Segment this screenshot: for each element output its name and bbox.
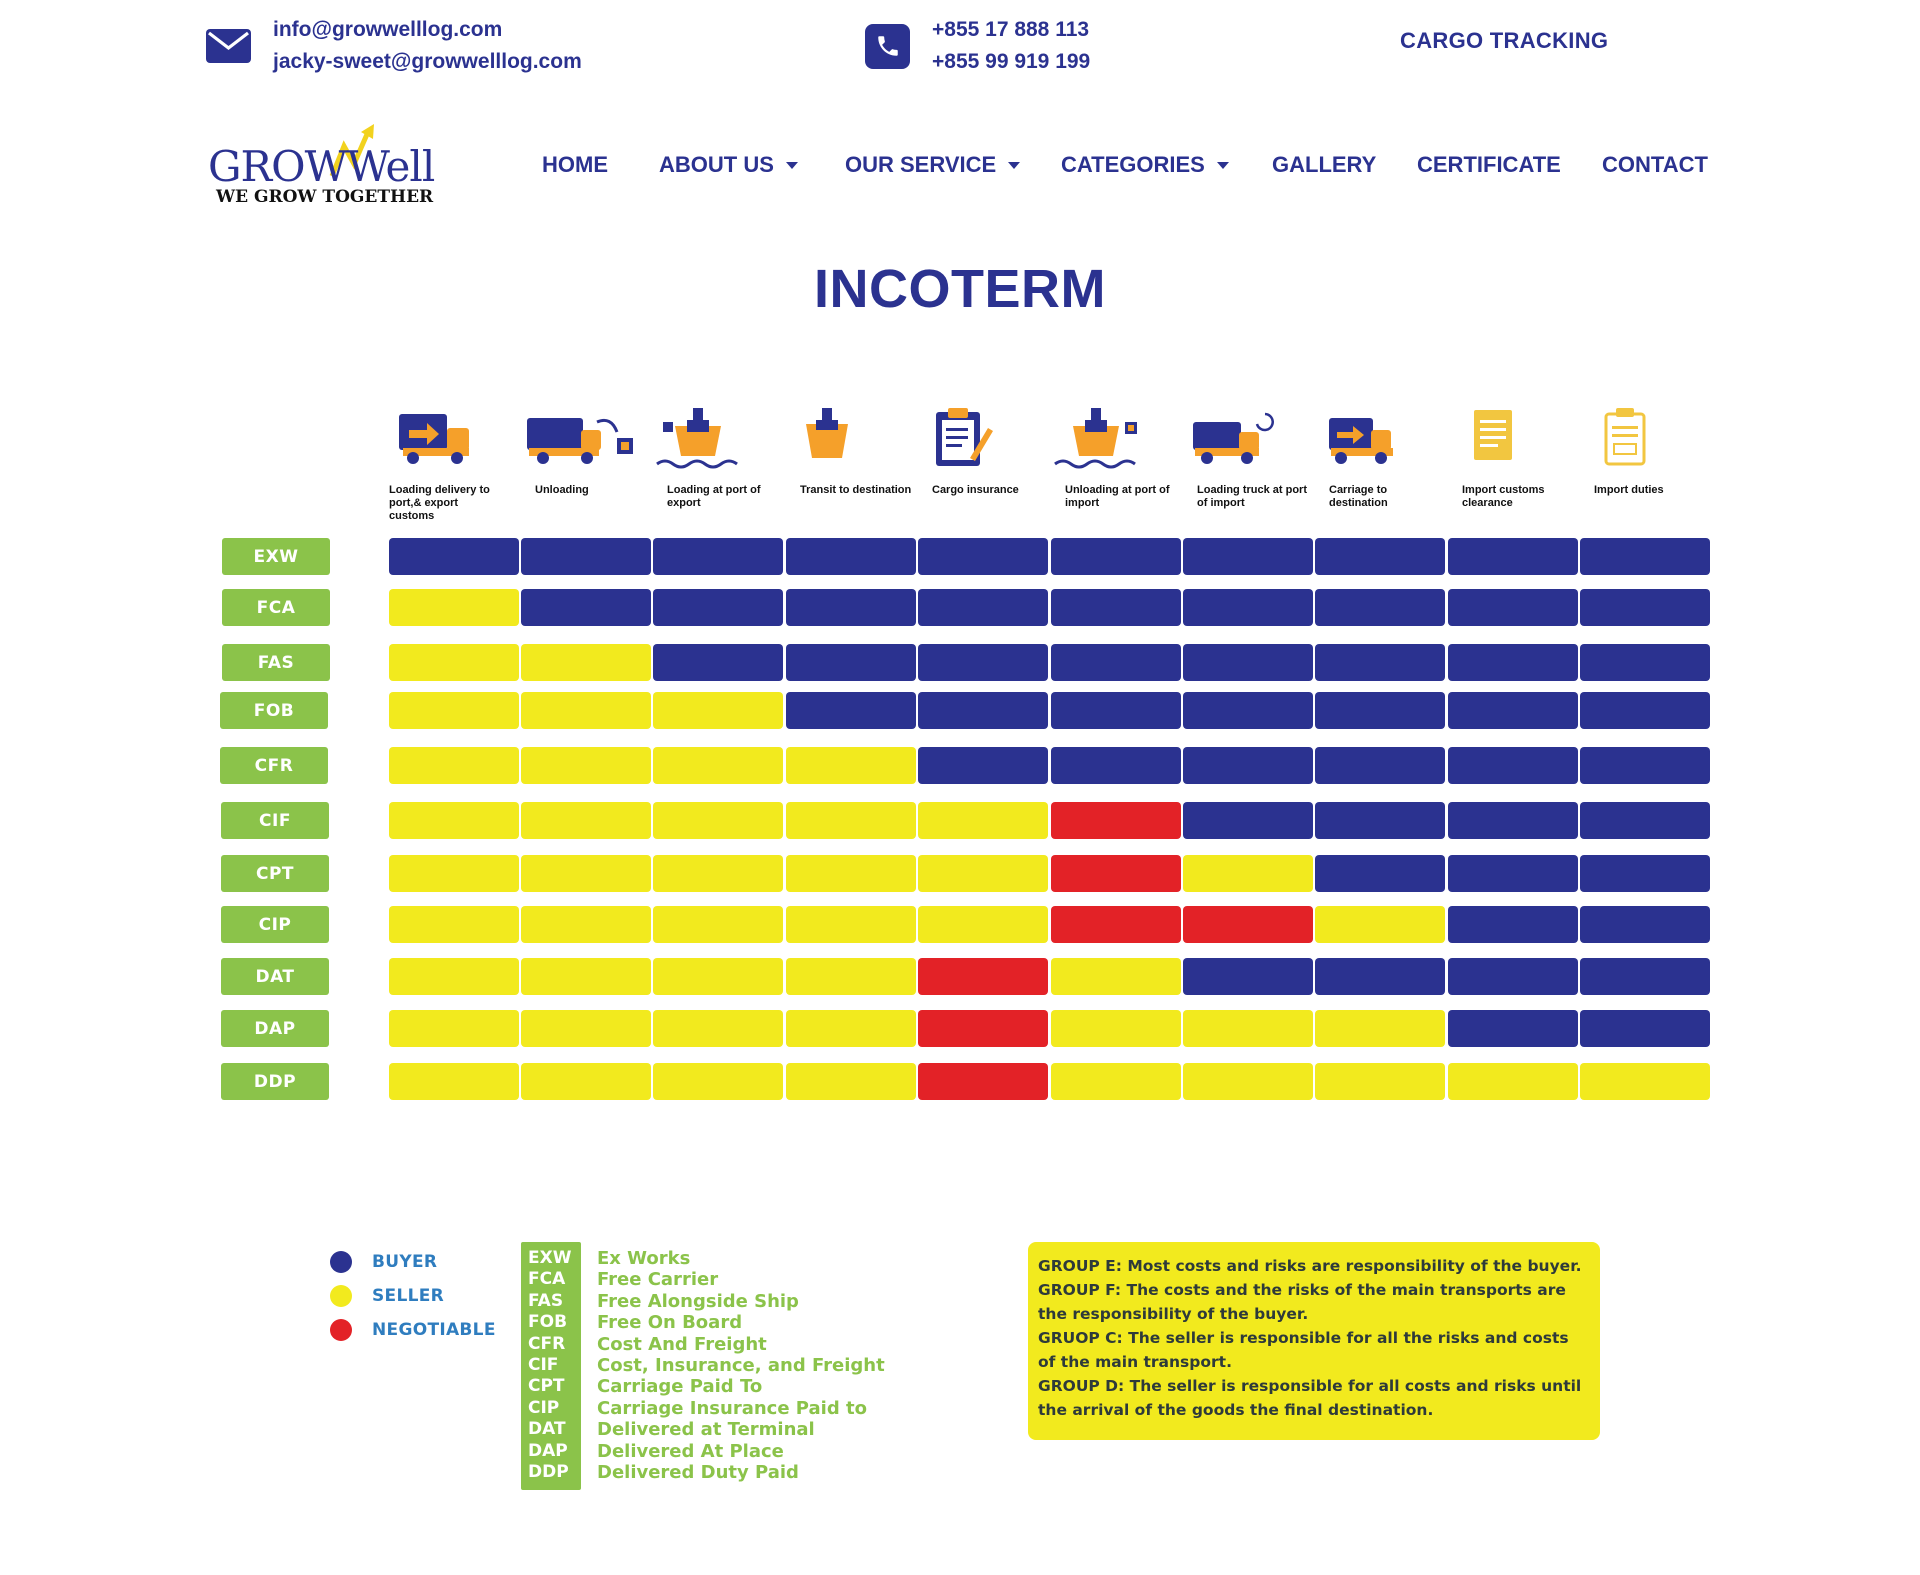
page-title: INCOTERM [814, 259, 1106, 319]
abbreviation-code: FAS [528, 1290, 564, 1311]
abbreviation-code: DAP [528, 1440, 568, 1461]
cell-dap-6-seller [1051, 1010, 1181, 1047]
nav-gallery[interactable]: GALLERY [1272, 152, 1377, 177]
truck-unload-icon [521, 408, 649, 480]
cell-dat-1-seller [389, 958, 519, 995]
chevron-down-icon [1217, 162, 1229, 169]
tax-document-icon [1580, 408, 1708, 480]
abbreviation-code: DDP [528, 1462, 569, 1482]
cell-cfr-8-buyer [1315, 747, 1445, 784]
legend-label: NEGOTIABLE [372, 1320, 496, 1340]
cell-exw-3-buyer [653, 538, 783, 575]
cell-fas-4-buyer [786, 644, 916, 681]
cell-dat-8-buyer [1315, 958, 1445, 995]
row-label-cip: CIP [221, 906, 329, 943]
column-label: Cargo insurance [932, 484, 1019, 496]
cell-dap-3-seller [653, 1010, 783, 1047]
cell-ddp-6-seller [1051, 1063, 1181, 1100]
cell-cfr-10-buyer [1580, 747, 1710, 784]
abbreviation-code: FOB [528, 1312, 568, 1333]
cell-cip-7-negotiable [1183, 906, 1313, 943]
abbreviation-meaning: Delivered Duty Paid [597, 1462, 799, 1483]
abbreviation-meaning: Carriage Paid To [597, 1376, 763, 1398]
column-label: Transit to destination [800, 484, 912, 496]
cell-cip-10-buyer [1580, 906, 1710, 943]
cell-cip-4-seller [786, 906, 916, 943]
abbreviation-code: DAT [528, 1419, 566, 1440]
row-label-exw: EXW [222, 538, 330, 575]
abbreviation-code: CIP [528, 1397, 560, 1418]
abbreviation-code: EXW [528, 1248, 572, 1268]
cell-fca-6-buyer [1051, 589, 1181, 626]
abbreviation-meaning: Delivered at Terminal [597, 1419, 815, 1441]
cell-fca-1-seller [389, 589, 519, 626]
cell-cpt-7-seller [1183, 855, 1313, 892]
cell-exw-8-buyer [1315, 538, 1445, 575]
abbreviation-meaning: Free On Board [597, 1312, 743, 1334]
nav-our-service[interactable]: OUR SERVICE [845, 152, 1020, 178]
abbreviation-meaning: Free Alongside Ship [597, 1290, 799, 1312]
row-label-fas: FAS [222, 644, 330, 681]
cell-cpt-6-negotiable [1051, 855, 1181, 892]
legend-label: SELLER [372, 1286, 445, 1306]
cell-fca-4-buyer [786, 589, 916, 626]
cell-cfr-6-buyer [1051, 747, 1181, 784]
column-label: Loading delivery to port,& export customs [389, 484, 490, 522]
nav-certificate[interactable]: CERTIFICATE [1417, 152, 1561, 177]
abbreviation-meaning: Cost, Insurance, and Freight [597, 1355, 885, 1376]
ship-loading-icon [653, 408, 781, 480]
legend-item-seller [330, 1285, 444, 1307]
top-bar [0, 0, 1920, 95]
cell-fca-10-buyer [1580, 589, 1710, 626]
cell-exw-9-buyer [1448, 538, 1578, 575]
cell-fob-4-buyer [786, 692, 916, 729]
clipboard-icon [918, 408, 1046, 480]
abbreviation-meaning: Cost And Freight [597, 1333, 767, 1355]
row-label-fob: FOB [220, 692, 328, 729]
cell-dap-8-seller [1315, 1010, 1445, 1047]
cell-fob-3-seller [653, 692, 783, 729]
cell-cpt-1-seller [389, 855, 519, 892]
cell-cip-2-seller [521, 906, 651, 943]
cell-cif-1-seller [389, 802, 519, 839]
cell-dat-6-seller [1051, 958, 1181, 995]
cell-dat-7-buyer [1183, 958, 1313, 995]
phone-icon [865, 24, 910, 69]
cell-cpt-8-buyer [1315, 855, 1445, 892]
cell-fca-3-buyer [653, 589, 783, 626]
cell-ddp-8-seller [1315, 1063, 1445, 1100]
cell-dap-4-seller [786, 1010, 916, 1047]
chevron-down-icon [786, 162, 798, 169]
cell-fas-5-buyer [918, 644, 1048, 681]
cell-dat-5-negotiable [918, 958, 1048, 995]
ship-unloading-icon [1051, 408, 1179, 480]
cell-fob-2-seller [521, 692, 651, 729]
legend-label: BUYER [372, 1252, 438, 1272]
abbreviation-code: FCA [528, 1269, 566, 1290]
abbreviation-meaning: Delivered At Place [597, 1440, 784, 1462]
cell-dat-9-buyer [1448, 958, 1578, 995]
cell-fob-8-buyer [1315, 692, 1445, 729]
cell-cpt-3-seller [653, 855, 783, 892]
cell-cfr-5-buyer [918, 747, 1048, 784]
document-icon [1448, 408, 1576, 480]
phone-link-1[interactable]: +855 17 888 113 [932, 18, 1090, 41]
cell-cpt-2-seller [521, 855, 651, 892]
cell-cif-3-seller [653, 802, 783, 839]
cargo-tracking-link[interactable]: CARGO TRACKING [1400, 28, 1609, 53]
cell-cif-9-buyer [1448, 802, 1578, 839]
cell-fca-2-buyer [521, 589, 651, 626]
cell-cfr-4-seller [786, 747, 916, 784]
cell-fca-5-buyer [918, 589, 1048, 626]
cell-exw-4-buyer [786, 538, 916, 575]
email-contact [206, 14, 582, 78]
column-label: Import customs clearance [1462, 484, 1545, 509]
row-label-dat: DAT [221, 958, 329, 995]
cell-dap-2-seller [521, 1010, 651, 1047]
abbreviation-code: CIF [528, 1355, 559, 1375]
cell-cif-4-seller [786, 802, 916, 839]
legend-dot [330, 1251, 352, 1273]
abbreviation-meaning: Carriage Insurance Paid to [597, 1397, 867, 1419]
abbreviation-code: CPT [528, 1376, 565, 1397]
cell-cip-8-seller [1315, 906, 1445, 943]
email-link-1[interactable]: info@growwelllog.com [273, 18, 503, 41]
cell-exw-2-buyer [521, 538, 651, 575]
cell-fca-7-buyer [1183, 589, 1313, 626]
row-label-dap: DAP [221, 1010, 329, 1047]
cell-cfr-3-seller [653, 747, 783, 784]
nav-contact[interactable]: CONTACT [1602, 152, 1708, 177]
row-label-fca: FCA [222, 589, 330, 626]
cell-cfr-9-buyer [1448, 747, 1578, 784]
cell-dap-5-negotiable [918, 1010, 1048, 1047]
cell-dap-9-buyer [1448, 1010, 1578, 1047]
legend-item-buyer [330, 1251, 437, 1273]
cell-fas-1-seller [389, 644, 519, 681]
cell-cif-8-buyer [1315, 802, 1445, 839]
column-label: Unloading [535, 484, 589, 496]
cell-fas-9-buyer [1448, 644, 1578, 681]
column-label: Unloading at port of import [1065, 484, 1170, 509]
abbreviation-meaning: Free Carrier [597, 1269, 719, 1291]
column-label: Loading truck at port of import [1197, 484, 1307, 509]
cell-cip-5-seller [918, 906, 1048, 943]
cell-cif-5-seller [918, 802, 1048, 839]
cell-dat-10-buyer [1580, 958, 1710, 995]
row-label-cfr: CFR [220, 747, 328, 784]
cell-cif-6-negotiable [1051, 802, 1181, 839]
cell-ddp-2-seller [521, 1063, 651, 1100]
cell-fas-6-buyer [1051, 644, 1181, 681]
cell-cip-3-seller [653, 906, 783, 943]
cell-cip-6-negotiable [1051, 906, 1181, 943]
cell-ddp-5-negotiable [918, 1063, 1048, 1100]
cell-cpt-9-buyer [1448, 855, 1578, 892]
cell-fob-6-buyer [1051, 692, 1181, 729]
cell-cpt-10-buyer [1580, 855, 1710, 892]
email-link-2[interactable]: jacky-sweet@growwelllog.com [273, 50, 582, 73]
truck-delivery-icon [1315, 408, 1443, 480]
cell-fob-9-buyer [1448, 692, 1578, 729]
cell-ddp-9-seller [1448, 1063, 1578, 1100]
cell-cfr-1-seller [389, 747, 519, 784]
cell-fas-3-buyer [653, 644, 783, 681]
nav-categories[interactable]: CATEGORIES [1061, 152, 1229, 178]
cell-cfr-2-seller [521, 747, 651, 784]
cell-cpt-4-seller [786, 855, 916, 892]
group-e-text: GROUP E: Most costs and risks are responsibility of the buyer. [1038, 1257, 1582, 1275]
main-nav [0, 152, 1920, 182]
cell-exw-10-buyer [1580, 538, 1710, 575]
cell-fca-9-buyer [1448, 589, 1578, 626]
chevron-down-icon [1008, 162, 1020, 169]
cell-ddp-10-seller [1580, 1063, 1710, 1100]
cell-cif-2-seller [521, 802, 651, 839]
legend-dot [330, 1319, 352, 1341]
cell-fas-10-buyer [1580, 644, 1710, 681]
nav-home[interactable]: HOME [542, 152, 608, 177]
group-explanation-box [1028, 1242, 1600, 1440]
row-label-cpt: CPT [221, 855, 329, 892]
phone-link-2[interactable]: +855 99 919 199 [932, 50, 1091, 73]
group-c-text: GRUOP C: The seller is responsible for all the risks and costs of the main transport. [1038, 1329, 1569, 1371]
abbreviation-code: CFR [528, 1333, 566, 1354]
truck-arrow-icon [389, 408, 517, 480]
cell-cif-7-buyer [1183, 802, 1313, 839]
legend-item-negotiable [330, 1319, 496, 1341]
column-label: Import duties [1594, 484, 1664, 496]
cell-dap-7-seller [1183, 1010, 1313, 1047]
cell-dap-1-seller [389, 1010, 519, 1047]
cell-fca-8-buyer [1315, 589, 1445, 626]
cell-cif-10-buyer [1580, 802, 1710, 839]
group-f-text: GROUP F: The costs and the risks of the main transports are the responsibility of the buyer. [1038, 1281, 1566, 1323]
cell-exw-6-buyer [1051, 538, 1181, 575]
cell-cfr-7-buyer [1183, 747, 1313, 784]
cell-ddp-7-seller [1183, 1063, 1313, 1100]
legend-dot [330, 1285, 352, 1307]
cell-fas-2-seller [521, 644, 651, 681]
cell-exw-5-buyer [918, 538, 1048, 575]
cell-ddp-4-seller [786, 1063, 916, 1100]
cell-ddp-3-seller [653, 1063, 783, 1100]
cell-exw-7-buyer [1183, 538, 1313, 575]
cell-cip-9-buyer [1448, 906, 1578, 943]
cell-dat-3-seller [653, 958, 783, 995]
cell-fob-5-buyer [918, 692, 1048, 729]
cell-ddp-1-seller [389, 1063, 519, 1100]
cell-fas-7-buyer [1183, 644, 1313, 681]
column-label: Loading at port of export [667, 484, 761, 509]
cell-fob-7-buyer [1183, 692, 1313, 729]
cell-cpt-5-seller [918, 855, 1048, 892]
cell-dat-4-seller [786, 958, 916, 995]
cell-cip-1-seller [389, 906, 519, 943]
abbreviation-meaning: Ex Works [597, 1248, 691, 1269]
row-label-ddp: DDP [221, 1063, 329, 1100]
cell-fob-10-buyer [1580, 692, 1710, 729]
nav-about-us[interactable]: ABOUT US [659, 152, 798, 178]
column-label: Carriage to destination [1329, 484, 1388, 509]
ship-icon [786, 408, 914, 480]
envelope-icon [206, 24, 251, 69]
row-label-cif: CIF [221, 802, 329, 839]
cell-fob-1-seller [389, 692, 519, 729]
phone-contact [865, 14, 1090, 78]
logo-wordmark: GROWWell [208, 142, 435, 191]
cell-dap-10-buyer [1580, 1010, 1710, 1047]
truck-loading-icon [1183, 408, 1311, 480]
logo-tagline: WE GROW TOGETHER [216, 187, 434, 207]
group-d-text: GROUP D: The seller is responsible for all costs and risks until the arrival of the goods the final destination. [1038, 1377, 1582, 1419]
cell-exw-1-buyer [389, 538, 519, 575]
cell-fas-8-buyer [1315, 644, 1445, 681]
cell-dat-2-seller [521, 958, 651, 995]
